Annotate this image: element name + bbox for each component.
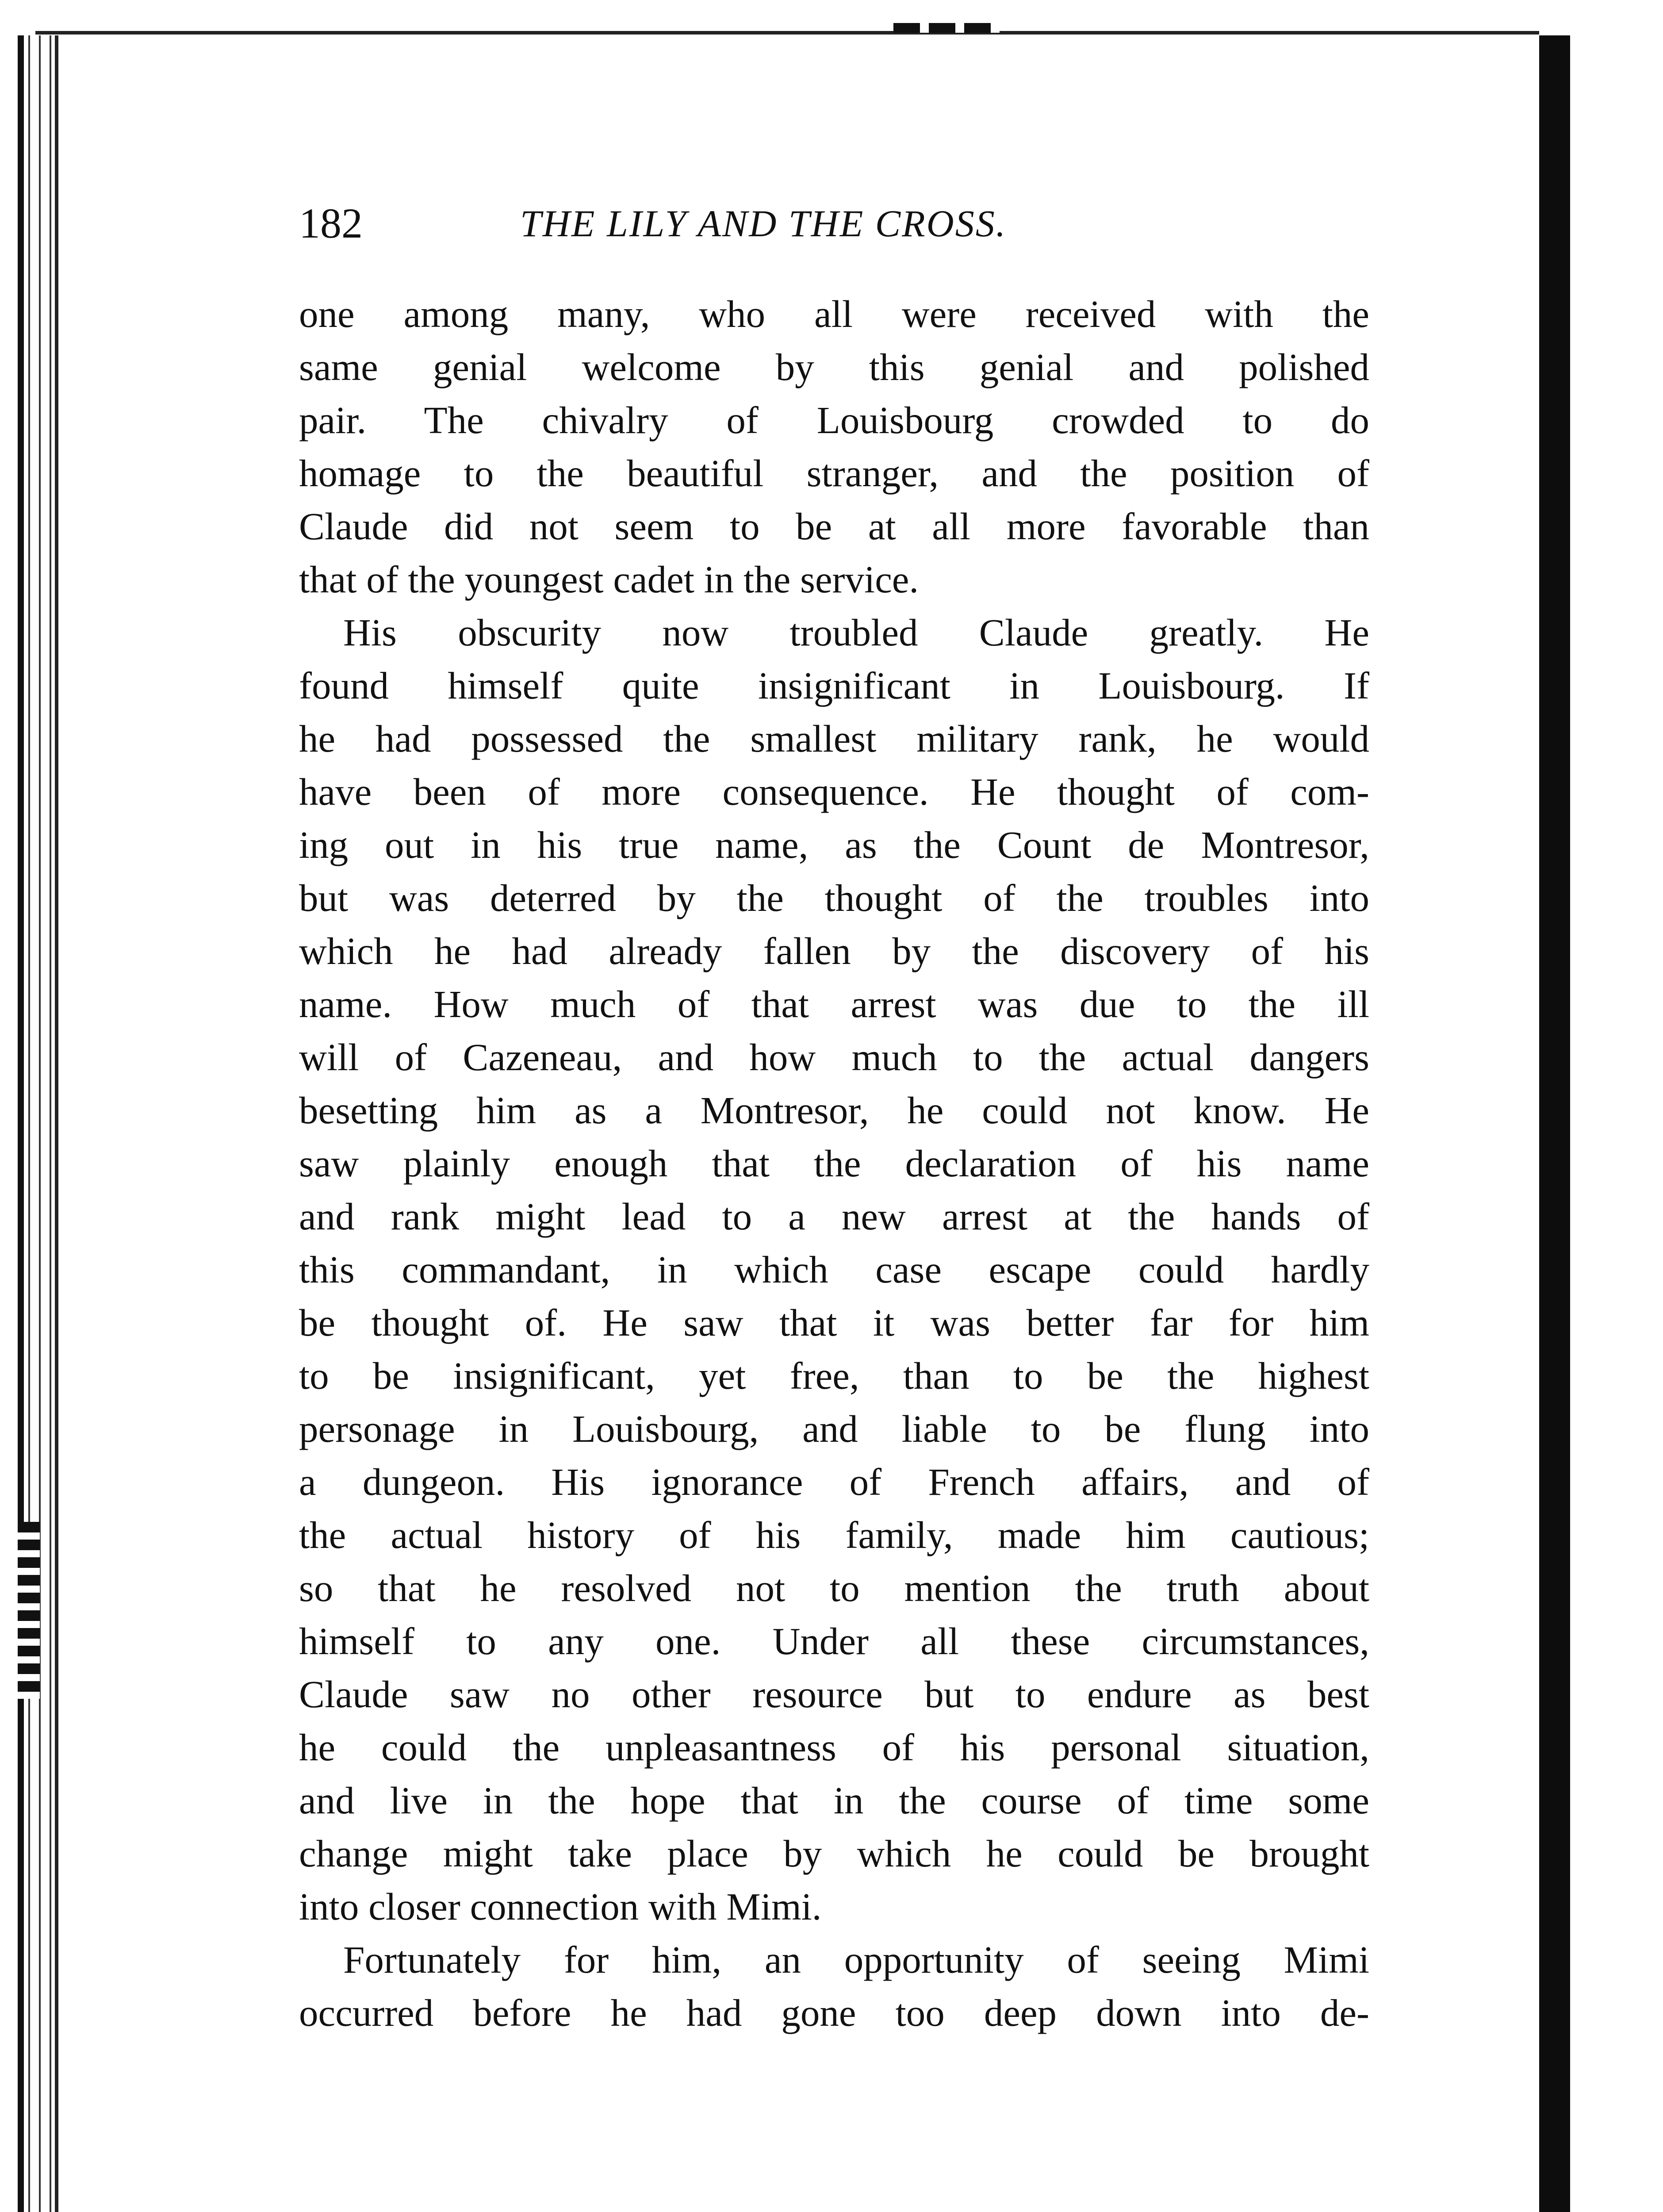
text-line: one among many, who all were received with the [299, 292, 1369, 335]
text-line: he had possessed the smallest military rank, he would [299, 717, 1369, 760]
paragraph-3 [299, 1933, 1369, 2039]
text-line: be thought of. He saw that it was better far for him [299, 1301, 1369, 1344]
text-line: ing out in his true name, as the Count de Montresor, [299, 823, 1369, 866]
paragraph-1 [299, 288, 1369, 606]
text-line: that of the youngest cadet in the service. [299, 558, 919, 601]
running-title: THE LILY AND THE CROSS. [520, 202, 1007, 245]
text-line: he could the unpleasantness of his personal situation, [299, 1726, 1369, 1769]
text-line: which he had already fallen by the discovery of his [299, 929, 1369, 972]
text-line: His obscurity now troubled Claude greatly. He [343, 611, 1369, 654]
page-header [299, 195, 1378, 252]
page-number: 182 [299, 200, 363, 247]
text-line: Claude saw no other resource but to endure as best [299, 1673, 1369, 1716]
text-line: pair. The chivalry of Louisbourg crowded to do [299, 399, 1369, 442]
text-line: change might take place by which he could be brought [299, 1832, 1369, 1875]
top-page-edge [35, 31, 1539, 35]
text-line: saw plainly enough that the declaration of his name [299, 1142, 1369, 1185]
text-line: into closer connection with Mimi. [299, 1885, 822, 1928]
text-line: same genial welcome by this genial and polished [299, 346, 1369, 388]
text-line: have been of more consequence. He thought of com- [299, 770, 1369, 813]
text-line: Claude did not seem to be at all more favorable than [299, 505, 1369, 548]
text-line: Fortunately for him, an opportunity of seeing Mimi [343, 1938, 1369, 1981]
paragraph-2 [299, 606, 1369, 1933]
text-line: name. How much of that arrest was due to the ill [299, 983, 1369, 1025]
text-line: this commandant, in which case escape could hardly [299, 1248, 1369, 1291]
text-line: personage in Louisbourg, and liable to be flung into [299, 1407, 1369, 1450]
text-line: and live in the hope that in the course of time some [299, 1779, 1369, 1822]
text-line: will of Cazeneau, and how much to the actual dangers [299, 1036, 1369, 1079]
left-page-edge [18, 35, 58, 2212]
text-line: himself to any one. Under all these circumstances, [299, 1620, 1369, 1663]
top-edge-marks [893, 23, 1000, 33]
text-line: to be insignificant, yet free, than to be the highest [299, 1354, 1369, 1397]
text-line: but was deterred by the thought of the troubles into [299, 876, 1369, 919]
text-line: homage to the beautiful stranger, and the position of [299, 452, 1369, 495]
left-edge-marks [18, 1522, 40, 1699]
text-line: and rank might lead to a new arrest at the hands of [299, 1195, 1369, 1238]
right-page-edge [1539, 35, 1570, 2212]
text-line: besetting him as a Montresor, he could not know. He [299, 1089, 1369, 1132]
text-line: occurred before he had gone too deep down into de- [299, 1991, 1369, 2034]
text-line: found himself quite insignificant in Louisbourg. If [299, 664, 1369, 707]
text-line: so that he resolved not to mention the truth about [299, 1567, 1369, 1609]
text-line: the actual history of his family, made him cautious; [299, 1513, 1369, 1556]
text-line: a dungeon. His ignorance of French affairs, and of [299, 1460, 1369, 1503]
